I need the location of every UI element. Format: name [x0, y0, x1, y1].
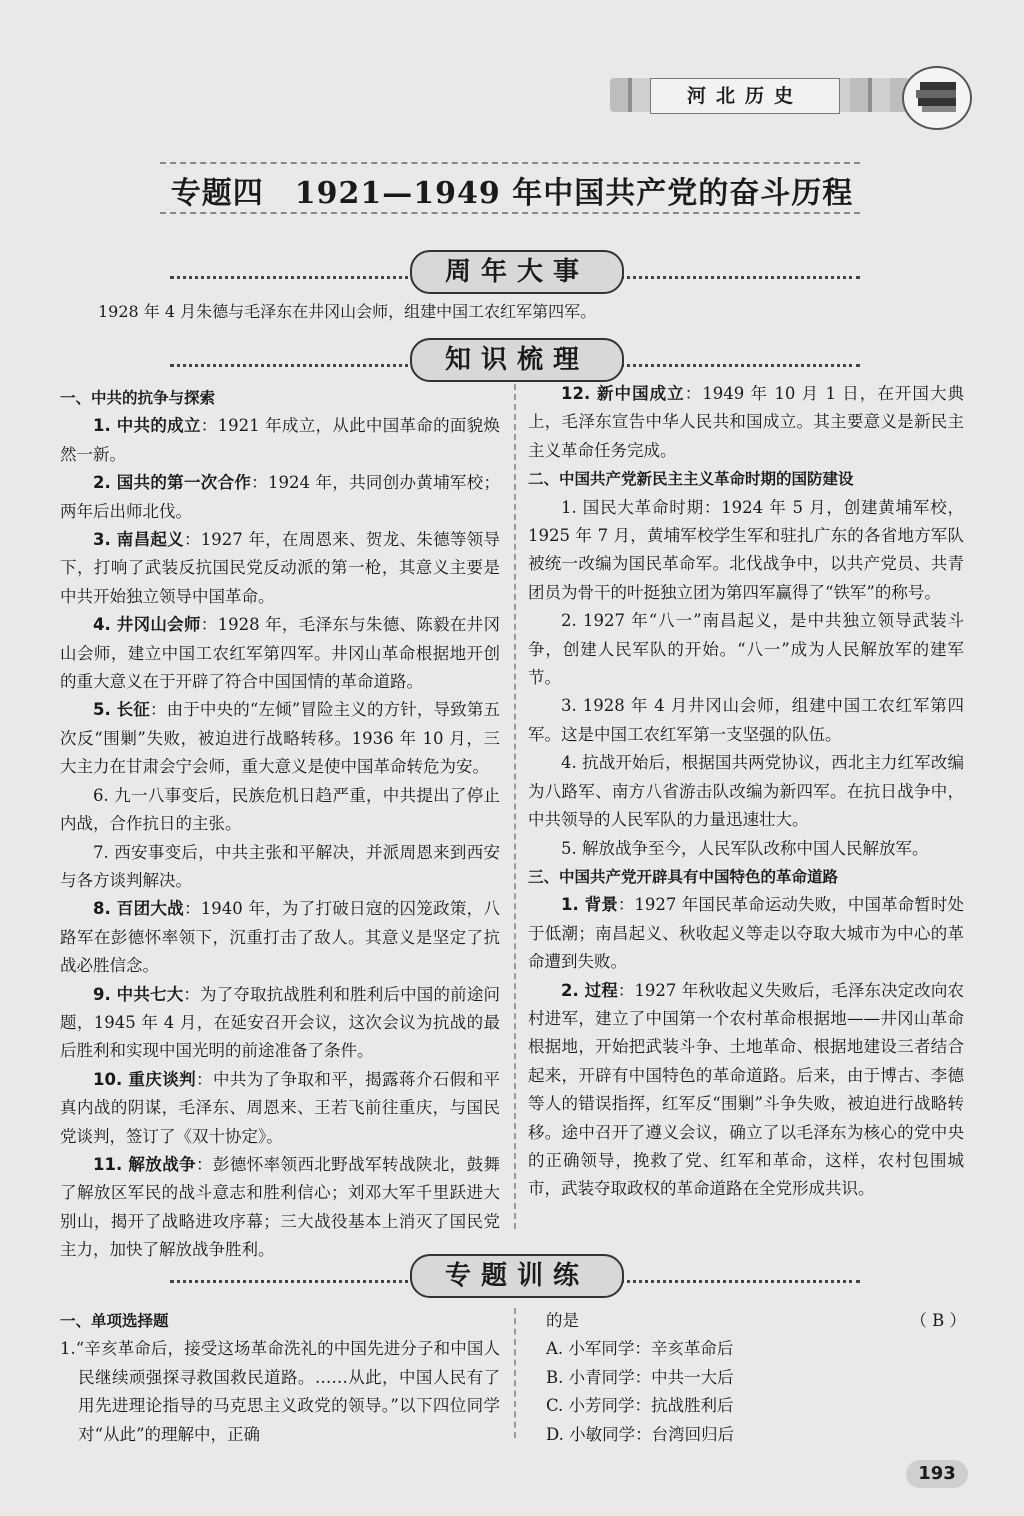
banner-events: [170, 250, 860, 290]
list-item: 9. 中共七大：为了夺取抗战胜利和胜利后中国的前途问题，1945 年 4 月，在延安召开会议，这次会议为抗战的最后胜利和实现中国光明的前途准备了条件。: [60, 984, 501, 1061]
right-column: [528, 380, 964, 1204]
left-column: [60, 384, 500, 1265]
section-heading: 一、中共的抗争与探索: [60, 389, 216, 407]
question-tail: 的是: [546, 1311, 579, 1330]
list-item: 1. 背景：1927 年国民革命运动失败，中国革命暂时处于低潮；南昌起义、秋收起义等走以夺取大城市为中心的革命遭到失败。: [528, 895, 964, 972]
list-item: 5. 长征：由于中央的“左倾”冒险主义的方针，导致第五次反“围剿”失败，被迫进行战略转移。1936 年 10 月，三大主力在甘肃会宁会师，重大意义是使中国革命转危为安。: [60, 700, 500, 777]
list-item: 2. 过程：1927 年秋收起义失败后，毛泽东决定改向农村进军，建立了中国第一个农村革命根据地——井冈山革命根据地，开始把武装斗争、土地革命、根据地建设三者结合起来，开辟有中国特色的革命道路。后来，由于博古、李德等人的错误指挥，红军反“围剿”斗争失败，被迫进行战略转移。途中召开了遵义会议，确立了以毛泽东为核心的党中央的正确领导，挽救了党、红军和革命，这样，农村包围城市，武装夺取政权的革命道路在全党形成共识。: [528, 980, 964, 1199]
list-item: 1. 中共的成立：1921 年成立，从此中国革命的面貌焕然一新。: [60, 416, 500, 464]
list-item: 12. 新中国成立：1949 年 10 月 1 日，在开国大典上，毛泽东宣告中华人民共和国成立。其主要意义是新民主主义革命任务完成。: [528, 384, 964, 460]
banner-label: 周年大事: [410, 250, 624, 294]
banner-training: [170, 1254, 860, 1294]
list-item: 4. 抗战开始后，根据国共两党协议，西北主力红军改编为八路军、南方八省游击队改编为新四军。在抗日战争中，中共领导的人民军队的力量迅速壮大。: [528, 753, 964, 830]
exercise-right: [546, 1307, 966, 1449]
books-icon: [902, 66, 972, 130]
column-divider: [514, 384, 516, 1229]
answer-bracket: （ B ）: [910, 1311, 966, 1330]
banner-label: 专题训练: [410, 1254, 624, 1298]
question-stem: 1.“辛亥革命后，接受这场革命洗礼的中国先进分子和中国人民继续顽强探寻救国救民道路。……从此，中国人民有了用先进理论指导的马克思主义政党的领导。”以下四位同学对“从此”的理解中，正确: [60, 1339, 500, 1444]
header-badge: 河北历史: [650, 78, 840, 114]
list-item: 8. 百团大战：1940 年，为了打破日寇的囚笼政策，八路军在彭德怀率领下，沉重打击了敌人。其意义是坚定了抗战必胜信念。: [60, 899, 500, 976]
exercise-heading: 一、单项选择题: [60, 1312, 169, 1330]
banner-knowledge: [170, 338, 860, 378]
list-item: 7. 西安事变后，中共主张和平解决，并派周恩来到西安与各方谈判解决。: [60, 842, 500, 890]
option-a: A. 小军同学：辛亥革命后: [546, 1339, 734, 1359]
list-item: 2. 国共的第一次合作：1924 年，共同创办黄埔军校；两年后出师北伐。: [60, 473, 500, 521]
list-item: 3. 南昌起义：1927 年，在周恩来、贺龙、朱德等领导下，打响了武装反抗国民党反动派的第一枪，其意义主要是中共开始独立领导中国革命。: [60, 530, 500, 606]
event-text: 1928 年 4 月朱德与毛泽东在井冈山会师，组建中国工农红军第四军。: [98, 302, 597, 321]
list-item: 5. 解放战争至今，人民军队改称中国人民解放军。: [561, 838, 929, 858]
list-item: 3. 1928 年 4 月井冈山会师，组建中国工农红军第四军。这是中国工农红军第一支坚强的队伍。: [528, 696, 964, 744]
section-heading: 三、中国共产党开辟具有中国特色的革命道路: [528, 867, 839, 886]
list-item: 10. 重庆谈判：中共为了争取和平，揭露蒋介石假和平真内战的阴谋，毛泽东、周恩来、王若飞前往重庆，与国民党谈判，签订了《双十协定》。: [60, 1069, 500, 1146]
option-d: D. 小敏同学：台湾回归后: [546, 1424, 735, 1444]
list-item: 2. 1927 年“八一”南昌起义，是中共独立领导武装斗争，创建人民军队的开始。“八一”成为人民解放军的建军节。: [528, 611, 964, 688]
page-number: 193: [906, 1460, 968, 1488]
list-item: 1. 国民大革命时期：1924 年 5 月，创建黄埔军校，1925 年 7 月，黄埔军校学生军和驻扎广东的各省地方军队被统一改编为国民革命军。北伐战争中，以共产党员、共青团员为骨干的叶挺独立团为第四军赢得了“铁军”的称号。: [528, 497, 964, 602]
column-divider: [514, 1308, 516, 1438]
page-title: 专题四 1921—1949 年中国共产党的奋斗历程: [170, 176, 854, 211]
list-item: 6. 九一八事变后，民族危机日趋严重，中共提出了停止内战，合作抗日的主张。: [60, 785, 500, 834]
list-item: 4. 井冈山会师：1928 年，毛泽东与朱德、陈毅在井冈山会师，建立中国工农红军第四军。井冈山革命根据地开创的重大意义在于开辟了符合中国国情的革命道路。: [60, 615, 500, 692]
option-b: B. 小青同学：中共一大后: [546, 1367, 734, 1387]
list-item: 11. 解放战争：彭德怀率领西北野战军转战陕北，鼓舞了解放区军民的战斗意志和胜利信心；刘邓大军千里跃进大别山，揭开了战略进攻序幕；三大战役基本上消灭了国民党主力，加快了解放战争胜利。: [60, 1154, 500, 1260]
exercise-left: [60, 1307, 500, 1449]
option-c: C. 小芳同学：抗战胜利后: [546, 1396, 734, 1416]
section-heading: 二、中国共产党新民主主义革命时期的国防建设: [528, 470, 854, 489]
banner-label: 知识梳理: [410, 338, 624, 382]
